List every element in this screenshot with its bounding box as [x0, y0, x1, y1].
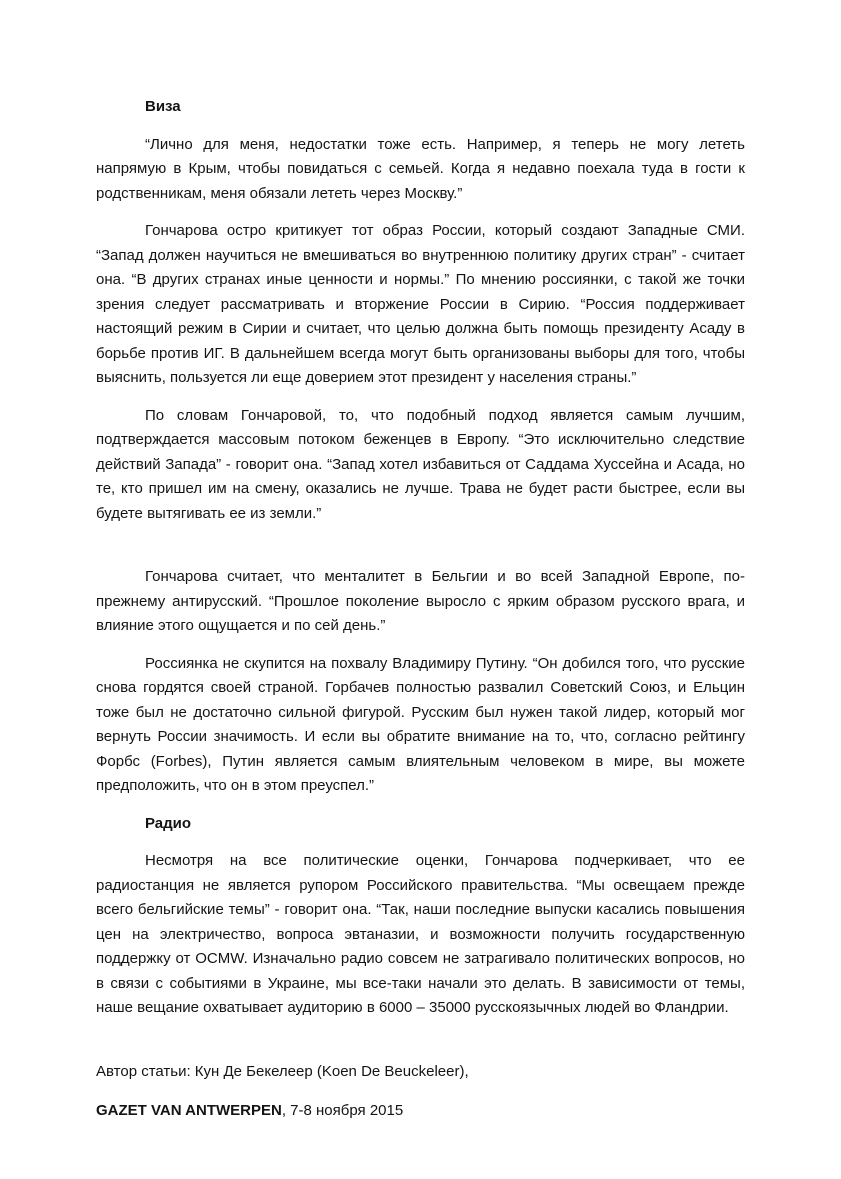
source-date: , 7-8 ноября 2015: [281, 1102, 404, 1119]
source-line: [96, 1099, 745, 1124]
paragraph-mentality: Гончарова считает, что менталитет в Бельгии и во всей Западной Европе, по-прежнему антирусский. “Прошлое поколение выросло с ярким образом русского врага, и влияние этого ощущается и по сей день.”: [96, 568, 745, 634]
source-name: GAZET VAN ANTWERPEN: [96, 1102, 282, 1119]
paragraph-western-media: Гончарова остро критикует тот образ России, который создают Западные СМИ. “Запад должен научиться не вмешиваться во внутреннюю политику других стран” - считает она. “В других странах иные ценности и нормы.” По мнению россиянки, с такой же точки зрения следует рассматривать и вторжение России в Сирию. “Россия поддерживает настоящий режим в Сирии и считает, что целью должна быть помощь президенту Асаду в борьбе против ИГ. В дальнейшем всегда могут быть организованы выборы для того, чтобы выяснить, пользуется ли еще доверием этот президент у населения страны.”: [96, 222, 745, 386]
blank-space: [96, 1034, 745, 1060]
section-heading-visa: Виза: [145, 98, 181, 115]
paragraph-putin-praise: Россиянка не скупится на похвалу Владимиру Путину. “Он добился того, что русские снова гордятся своей страной. Горбачев полностью развалил Советский Союз, и Ельцин тоже был не достаточно сильной фигурой. Русским был нужен такой лидер, который мог вернуть России значимость. И если вы обратите внимание на то, что, согласно рейтингу Форбс (Forbes), Путин является самым влиятельным человеком в мире, вы можете предположить, что он в этом преуспел.”: [96, 654, 745, 794]
author-line: Автор статьи: Кун Де Бекелеер (Koen De Beuckeleer),: [96, 1062, 469, 1080]
paragraph-radio-station: Несмотря на все политические оценки, Гончарова подчеркивает, что ее радиостанция не является рупором Российского правительства. “Мы освещаем прежде всего бельгийские темы” - говорит она. “Так, наши последние выпуски касались повышения цен на электричество, вопроса эвтаназии, и возможности получить государственную поддержку от OCMW. Изначально радио совсем не затрагивало политических вопросов, но в связи с событиями в Украине, мы все-таки начали это делать. В зависимости от темы, наше вещание охватывает аудиторию в 6000 – 35000 русскоязычных людей во Фландрии.: [96, 852, 745, 1016]
section-heading-radio: Радио: [145, 814, 192, 832]
paragraph-visa-quote: “Лично для меня, недостатки тоже есть. Например, я теперь не могу лететь напрямую в Крым, чтобы повидаться с семьей. Когда я недавно поехала туда в гости к родственникам, меня обязали лететь через Москву.”: [96, 135, 745, 202]
blank-space: [96, 539, 745, 565]
paragraph-refugees: По словам Гончаровой, то, что подобный подход является самым лучшим, подтверждается массовым потоком беженцев в Европу. “Это исключительно следствие действий Запада” - говорит она. “Запад хотел избавиться от Саддама Хуссейна и Асада, но те, кто пришел им на смену, оказались не лучше. Трава не будет расти быстрее, если вы будете вытягивать ее из земли.”: [96, 406, 745, 522]
